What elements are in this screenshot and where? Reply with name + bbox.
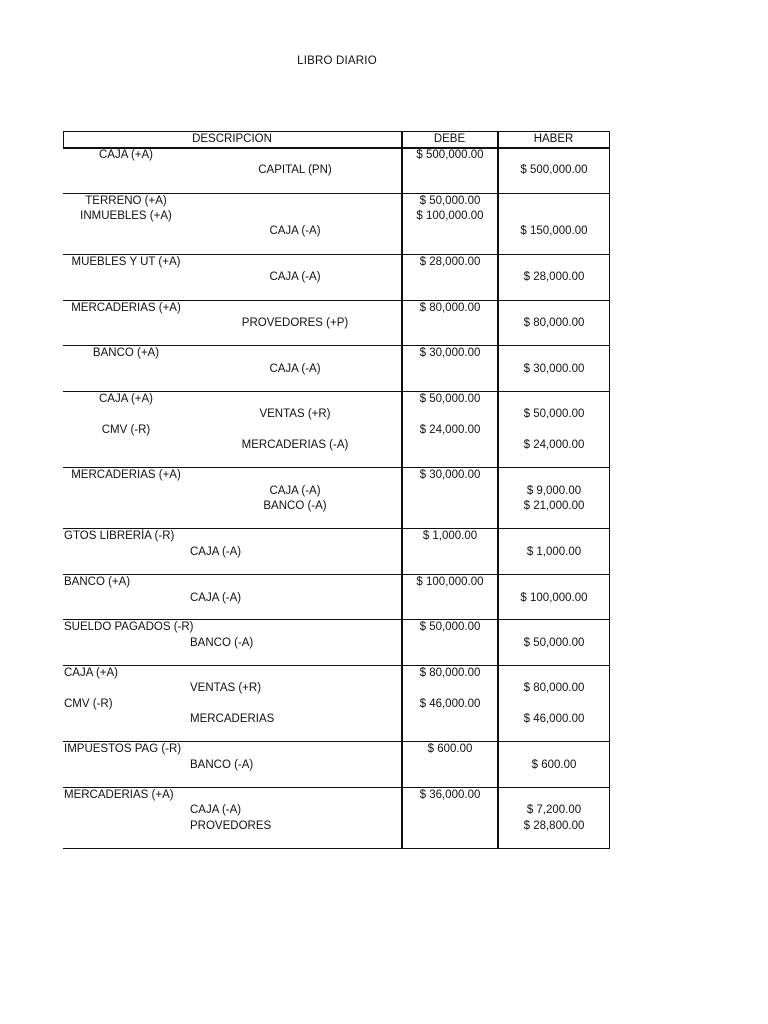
haber-amount: $ 80,000.00 — [523, 682, 585, 694]
haber-amount: $ 150,000.00 — [520, 225, 588, 237]
debit-account: IMPUESTOS PAG (-R) — [64, 743, 182, 755]
debit-account: CMV (-R) — [101, 424, 151, 436]
debe-amount: $ 1,000.00 — [422, 530, 478, 542]
debit-account: BANCO (+A) — [64, 576, 131, 588]
debe-amount: $ 50,000.00 — [419, 621, 481, 633]
page-title: LIBRO DIARIO — [297, 55, 377, 67]
debe-amount: $ 80,000.00 — [419, 302, 481, 314]
credit-account: PROVEDORES — [190, 820, 272, 832]
debe-amount: $ 46,000.00 — [419, 698, 481, 710]
haber-amount: $ 1,000.00 — [526, 546, 582, 558]
haber-amount: $ 50,000.00 — [523, 408, 585, 420]
credit-account: CAJA (-A) — [269, 271, 321, 283]
debit-account: MUEBLES Y UT (+A) — [71, 256, 181, 268]
debit-account: CAJA (+A) — [98, 149, 153, 161]
debit-account: CAJA (+A) — [98, 393, 153, 405]
debit-account: MERCADERIAS (+A) — [64, 789, 174, 801]
credit-account: MERCADERIAS (-A) — [241, 439, 349, 451]
debe-amount: $ 36,000.00 — [419, 789, 481, 801]
haber-amount: $ 9,000.00 — [526, 485, 582, 497]
credit-account: CAJA (-A) — [269, 363, 321, 375]
credit-account: VENTAS (+R) — [190, 682, 262, 694]
haber-amount: $ 28,800.00 — [523, 820, 585, 832]
table-top-border — [63, 131, 610, 132]
haber-amount: $ 80,000.00 — [523, 317, 585, 329]
credit-account: BANCO (-A) — [263, 500, 327, 512]
debe-amount: $ 80,000.00 — [419, 667, 481, 679]
haber-amount: $ 21,000.00 — [523, 500, 585, 512]
haber-amount: $ 28,000.00 — [523, 271, 585, 283]
debe-amount: $ 600.00 — [427, 743, 473, 755]
header-descripcion: DESCRIPCION — [192, 133, 272, 145]
credit-account: CAJA (-A) — [190, 804, 242, 816]
credit-account: BANCO (-A) — [190, 759, 254, 771]
haber-amount: $ 500,000.00 — [520, 164, 588, 176]
debit-account: TERRENO (+A) — [85, 195, 167, 207]
debit-account: BANCO (+A) — [92, 347, 160, 359]
left-border — [63, 131, 64, 148]
debit-account: MERCADERIAS (+A) — [71, 302, 181, 314]
haber-amount: $ 24,000.00 — [523, 439, 585, 451]
debe-amount: $ 50,000.00 — [419, 195, 481, 207]
debit-account: GTOS LIBRERÍA (-R) — [64, 530, 175, 542]
debe-amount: $ 30,000.00 — [419, 347, 481, 359]
haber-amount: $ 46,000.00 — [523, 713, 585, 725]
credit-account: CAPITAL (PN) — [258, 164, 332, 176]
haber-amount: $ 100,000.00 — [520, 592, 588, 604]
haber-amount: $ 7,200.00 — [526, 804, 582, 816]
header-haber: HABER — [533, 133, 574, 145]
debe-amount: $ 24,000.00 — [419, 424, 481, 436]
debit-account: INMUEBLES (+A) — [80, 210, 172, 222]
entry-separator — [63, 665, 610, 666]
haber-amount: $ 600.00 — [531, 759, 577, 771]
entry-separator — [63, 574, 610, 575]
debe-amount: $ 100,000.00 — [416, 210, 484, 222]
header-debe: DEBE — [433, 133, 466, 145]
credit-account: MERCADERIAS — [190, 713, 275, 725]
haber-amount: $ 30,000.00 — [523, 363, 585, 375]
credit-account: CAJA (-A) — [269, 225, 321, 237]
debe-amount: $ 30,000.00 — [419, 469, 481, 481]
credit-account: CAJA (-A) — [190, 546, 242, 558]
debe-amount: $ 50,000.00 — [419, 393, 481, 405]
debit-account: SUELDO PAGADOS (-R) — [64, 621, 194, 633]
entry-separator — [63, 848, 610, 849]
debe-amount: $ 28,000.00 — [419, 256, 481, 268]
credit-account: BANCO (-A) — [190, 637, 254, 649]
debe-amount: $ 500,000.00 — [416, 149, 484, 161]
haber-amount: $ 50,000.00 — [523, 637, 585, 649]
credit-account: PROVEDORES (+P) — [241, 317, 349, 329]
debit-account: CAJA (+A) — [64, 667, 119, 679]
credit-account: CAJA (-A) — [269, 485, 321, 497]
credit-account: VENTAS (+R) — [259, 408, 331, 420]
debit-account: CMV (-R) — [64, 698, 113, 710]
debe-amount: $ 100,000.00 — [416, 576, 484, 588]
credit-account: CAJA (-A) — [190, 592, 242, 604]
debit-account: MERCADERIAS (+A) — [71, 469, 181, 481]
